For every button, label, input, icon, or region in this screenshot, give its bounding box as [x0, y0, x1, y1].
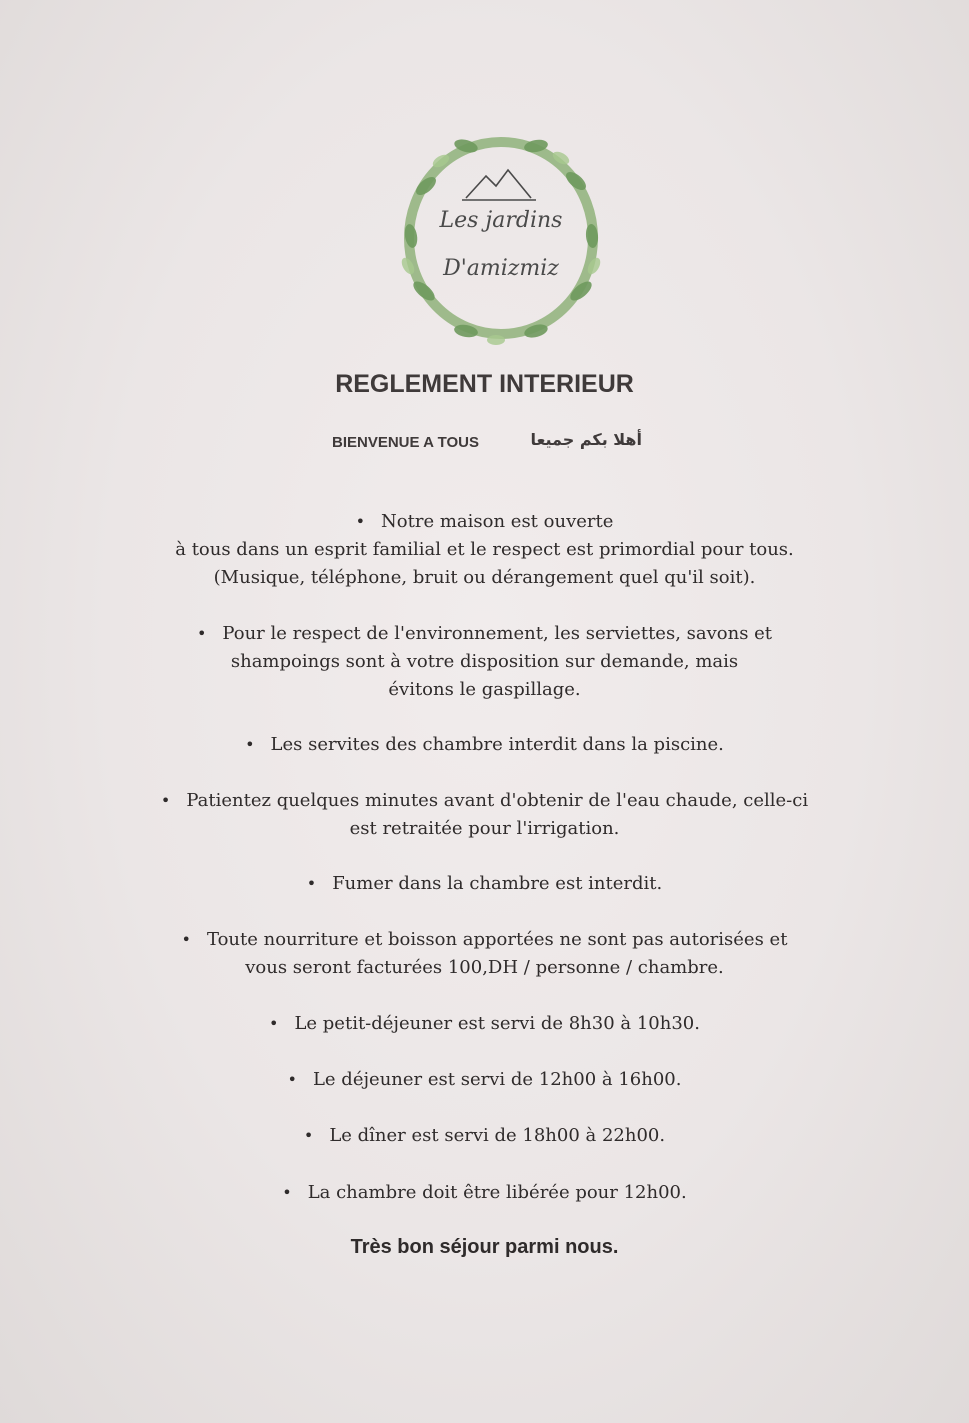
logo-name-line1: Les jardins — [439, 208, 563, 233]
rule-10-line-1: • La chambre doit être libérée pour 12h00. — [0, 1179, 969, 1207]
closing-message: Très bon séjour parmi nous. — [350, 1236, 619, 1258]
rule-5-line-1: • Fumer dans la chambre est interdit. — [0, 870, 969, 898]
rule-8-line-1: • Le déjeuner est servi de 12h00 à 16h00. — [0, 1066, 969, 1094]
rule-2-line-3: évitons le gaspillage. — [388, 679, 581, 700]
logo-name-line2: D'amizmiz — [443, 256, 559, 281]
rule-6-line-2: vous seront facturées 100,DH / personne / chambre. — [245, 957, 724, 978]
rule-3-line-1: • Les servites des chambre interdit dans la piscine. — [0, 731, 969, 759]
rule-4-line-1: • Patientez quelques minutes avant d'obtenir de l'eau chaude, celle-ci — [0, 787, 969, 815]
rule-2-line-1: • Pour le respect de l'environnement, les serviettes, savons et — [0, 620, 969, 648]
page-title: REGLEMENT INTERIEUR — [335, 370, 634, 398]
rule-9-line-1: • Le dîner est servi de 18h00 à 22h00. — [0, 1122, 969, 1150]
welcome-french: BIENVENUE A TOUS — [332, 434, 479, 451]
welcome-arabic: أهلا بكم جميعا — [530, 430, 642, 449]
rule-4-line-2: est retraitée pour l'irrigation. — [349, 818, 620, 839]
rule-1-line-1: • Notre maison est ouverte — [0, 508, 969, 536]
rule-1-line-2: à tous dans un esprit familial et le respect est primordial pour tous. — [175, 539, 794, 560]
logo — [396, 126, 606, 348]
leaf-wreath-icon — [396, 126, 606, 348]
rule-2-line-2: shampoings sont à votre disposition sur demande, mais — [230, 651, 739, 672]
rule-6-line-1: • Toute nourriture et boisson apportées ne sont pas autorisées et — [0, 926, 969, 954]
rule-1-line-3: (Musique, téléphone, bruit ou dérangement quel qu'il soit). — [213, 567, 756, 588]
rule-7-line-1: • Le petit-déjeuner est servi de 8h30 à 10h30. — [0, 1010, 969, 1038]
